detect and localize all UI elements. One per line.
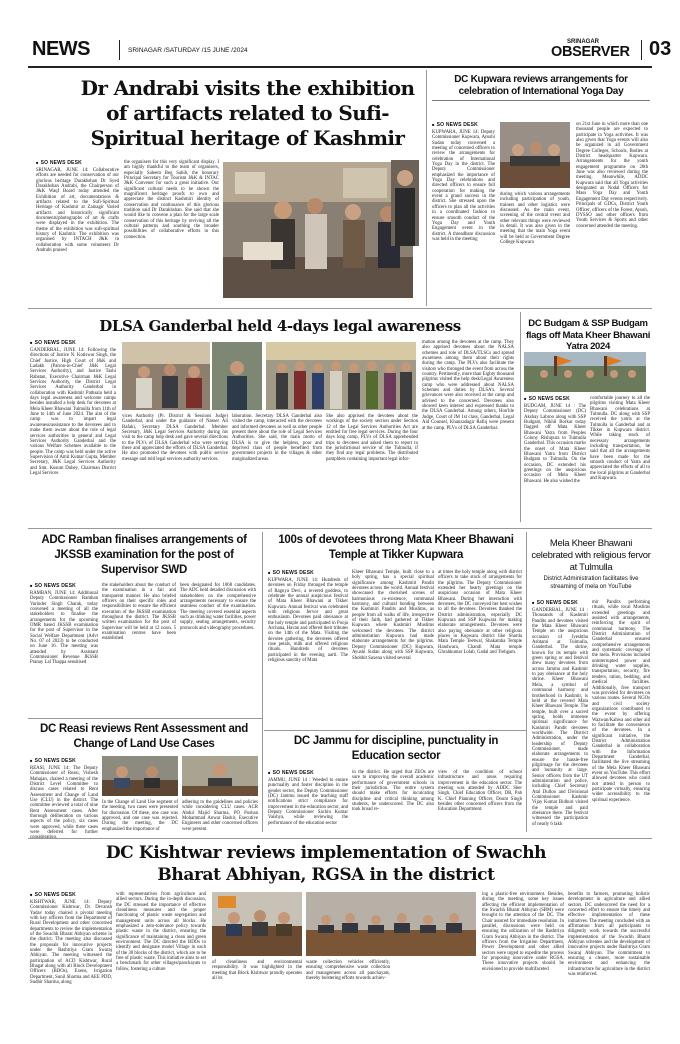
article-mela-col1: GANDERBAL, JUNE 14 : Thousands of Kashmiri Pandits and devotees visited the Mata Kheer Bhawani Temple on the auspicious occasion of Jyeshtha Ashtami at Tulmulla, Ganderbal. The shrine, known for its temple with green spring or and festival drew many devotees from across Jammu and Kashmir to pay obeisance at the holy shrine. Kheer Bhawani Mela, a symbol of communal harmony and brotherhood in Kashmir, is held at the revered Mata Kheer Bhawani Temple. The temple, built over a sacred spring, holds immense spiritual significance for Kashmiri Pandit devotees worldwide. The District Administration, under the leadership of Deputy Commissioner, made elaborate arrangements to ensure the hassle-free pilgrimage for the devotees and humanity at large. Senior officers from the UT administration and police, including Chief Secretary Atal Dulloo and Divisional Commissioner Kashmir Vijay Kumar Bidhuri visited the temple and paid obeisance there. The festival witnessed the participation of nearly 6 lakh	[532, 608, 588, 827]
photo-dlsa-camp-2	[212, 342, 262, 410]
article-tikker-col3: at times the holy temple along with district officers to take stock of arrangements for the pilgrims. The Deputy Commissioner extended her hearty greetings on the auspicious occasion of Mata Kheer Bhawani. During her interaction with devotees, the DC conveyed her best wishes to all the devotees. Devotees thanked the District administration, especially DC Kupwara and SSP Kupwara for making elaborate arrangements. Devotees were also paying obeisance at other religious places in Kupwara district like Sharda Mata Temple Teetwal, Shakamba Temple Handwara, Chandi Mata temple Ghrahkumar Lolab, Gadal and Trehgam.	[438, 570, 522, 656]
article-reasi-col3: adhering to the guidelines and policies while considering CLU cases. ACR Abdul Majid Sharma, PO Poshan Mohammad Anwar Bashir, Executive Engineers and other concerned officers were present.	[182, 800, 258, 832]
byline-reasi: ■ SO NEWS DESK	[30, 758, 76, 764]
headline-kupwara-yoga: DC Kupwara reviews arrangements for celebration of International Yoga Day	[454, 74, 628, 97]
byline-ramban: ■ SO NEWS DESK	[30, 583, 76, 589]
photo-andrabi-portrait	[391, 160, 419, 246]
article-dlsa-col2: vices Authority (Pr. District & Sessions Judge) Ganderbal, and under the guidance of Nasser Ali Bafaki, Secretary DLSA Ganderbal. Member Secretary, J&K Legal Services Authority during his visit to the camp help desk and gave several directions to the PLVs of DLSA Ganderbal who were serving there and appreciated the efforts of DLSA Ganderbal. He also promoted the devotees with public service message and told legal services authority services.	[122, 414, 228, 462]
subhead-mela: District Administration facilitates live streaming of mela on YouTube	[543, 576, 639, 590]
article-dlsa-col5: mation among the devotees at the camp. They also apprised devotees about the NALSA schemes and role of DLSA/TLSCs and spread awareness among them about their rights during the camp. The PLVs also facilitate the visitors who thronged the event from across the country. Pertinently, more than Eighty thousand pilgrims visited the help desk/Legal Awareness camp who were addressed about NALSA Schemes and duties by DLSA's. Several grievances were also received at the camp and advised to the concerned. Devotees also showed keen interest and expressed thanks to the DLSA Ganderbal. Among others, Hon'ble Judge, Court of JM 1st class, Ganderbal, Legal Aid Counsel, Khanzadagir Rafiq were present at the camp. PLVs of DLSA Ganderbal.	[422, 340, 514, 431]
article-mela-col2: mir Pandits performing rituals, while local Muslims extended greetings and assisted with arrangements, reinforcing the spirit of communal harmony. The District Administration of Ganderbal ensured comprehensive arrangements and systematic coverage of the mela. Provisions included uninterrupted power and drinking water supplies, transportation, security, fire tenders, ration, bedding, and medical facilities. Additionally, free transport was provided for devotees on various routes. Several NGOs and civil society organizations contributed to the event by offering Wazwan/Kahwa and other aid to facilitate the convenience of the devotees. In a significant initiative, the District Administration Ganderbal in collaboration with the Information Department Ganderbal, facilitated the live streaming of the Mela Kheer Bhawani event on YouTube. This effort allowed devotees who could not attend in person to participate virtually, ensuring wider accessibility to the spiritual experience.	[592, 600, 650, 803]
divider-4	[264, 730, 526, 731]
article-reasi-col2: In the Change of Land Use segment of the meeting, two cases were presented for discussion. Of these, one case was approved, and one case was rejected. During the meeting, the DC emphasized the importance of	[102, 800, 178, 832]
divider-1	[28, 308, 652, 309]
headline-jammu: DC Jammu for discipline, punctuality in Education sector	[293, 735, 499, 762]
byline-kupwara-yoga: ■ SO NEWS DESK	[432, 122, 478, 128]
column-rule-lower-2	[526, 532, 527, 832]
byline-jammu: ■ SO NEWS DESK	[268, 770, 314, 776]
article-tikker-col1: KUPWARA, JUNE 14: Hundreds of devotees on Friday thronged the temple of Ragnya Devi, a revered goddess, to celebrate the annual auspicious festival of Mata Kheer Bhawani at Tikker Kupwara. Annual festival was celebrated with religious fervor and great enthusiasm. Devotees paid obeisance at the holy temple and participated in Pooja Archana, Havan and offered their tributes on the 14th of the Mata. Visiting the devotee gathering, the devotees offered rose petals, milk and offered religious rituals. Hundreds of devotees participated in the evening aarti. The religious sanctity of Mata	[268, 578, 348, 664]
photo-dlsa-camp-3	[266, 342, 416, 410]
section-divider	[119, 40, 120, 60]
article-budgam-col2: comfortable journey to all the pilgrims visiting Mata Kheer Bhawani celebrations at Tulmulla. DC along with SSP received the yatris at the Tulmulla in Ganderbal and at Tikker in Kupwara district. While taking stock of necessary arrangements including transportation, he said that all the arrangements have been made for the smooth conduct of Yatra and appreciated the efforts of all to the local pilgrims at Ganderbal and Kupwara.	[590, 396, 650, 482]
photo-reasi-official	[182, 756, 258, 796]
article-tikker-col2: Kheer Bhawani Temple, built close to a holy spring, has a special spiritual significance among Kashmiri Pandit devotees across the world. Annual festival showcased the cherished scenes of harmonious co-existence, communal harmony, and cultural bonding between the Kashmiri Pandits and Muslims, as people from all walks of life, irrespective of their faith, had gathered at Tikker Kupwara where Kashmiri Muslims welcomed the devotees. The district administration Kupwara had made elaborate arrangements for the pilgrims. Deputy Commissioner (DC) Kupwara, Ayushi Sudan along with SSP Kupwara, Shobhit Saxena visited several	[352, 570, 434, 661]
article-ramban-col2: the stakeholders about the conduct of the examination in a fair and transparent manner. He also briefed officers on their specific roles and responsibilities to ensure the efficient execution of the JKSSB examination throughout the district. The JKSSB written examination for the post of Supervisor will be held at 12 noon. 5 examination centres have been established	[102, 583, 176, 642]
dateline: SRINAGAR /SATURDAY /15 JUNE /2024	[128, 47, 248, 54]
brand-divider	[641, 40, 642, 60]
byline-tikker: ■ SO NEWS DESK	[268, 570, 314, 576]
article-reasi-col1: REASI, JUNE 14: The Deputy Commissioner of Reasi, Vishesh Mahajan, chaired a meeting of the District Level Committee to discuss cases related to Rent Assessment and Change of Land Use (CLU) in the district. The committee reviewed a total of nine Rent Assessment cases. After thorough deliberation on various aspects of the policy, six cases were approved, while three cases were deferred for further	[30, 766, 98, 836]
article-ramban-col1: RAMBAN, JUNE 14: Additional Deputy Commissioner Ramban Varinder Singh Charak, today convened a meeting of all the stakeholders to finalise the arrangements for the upcoming OMR based JKSSB examination for the post of Supervisor in the Social Welfare Department (Advt No. 07 of 2023) to be conducted on June 16. The meeting was attended by Assistant Commissioner Revenue JKSSB Pranay Lal Thappa sensitised	[30, 591, 98, 666]
masthead-rule	[28, 66, 652, 68]
headline-kishtwar: DC Kishtwar reviews implementation of Swachh Bharat Abhiyan, RGSA in the district	[105, 843, 547, 885]
article-andrabi-col2: the organisers for this very significant display. I am highly thankful to the team of organisers, especially Saleem Beg Sahib, the honorary Principal Secretary for Tourism J&K & INTAC J&K Convener for such a great initiative. Our significant cultural needs to be shown the magnificent heritage proofs to own and appreciate the distinct Kashmiri identity of conservation and continuance of this glorious tradition said Dr Darakhshan. She said that she would like to convene a plan for the large scale conservation of this heritage by reviving all the cultural patterns and soothing the broader possibilities of collaborative efforts in this connection.	[124, 160, 219, 240]
column-rule-top	[426, 70, 427, 306]
masthead	[28, 36, 672, 64]
article-jammu-col1: JAMMU, JUNE 14 : Weeded to ensure punctuality and foster discipline in the gender sector, the Deputy Commissioner (DC) Jammu issued the teaching staff notifications strict compliance for improvement in the education sector, and Deputy Commissioner Sachin Kumar Vaishya, while reviewing the performance of the education sector	[268, 778, 348, 826]
column-rule-mid	[520, 312, 521, 522]
article-kishtwar-col5b: ing a plastic-free environment. Besides, during the meeting, some key issues affecting the efficient implementation of the Swachh Bharat Abhiyan (SBM) were brought to the attention of the DC. The Chair assured for immediate resolution. In parallel, discussions were held on ensuring the utilization of the Rashtriya Gram Swaraj Abhiyan in the district. The officers from the Irrigation Department, Power Development and other allied sectors were urged to expedite the process for proposing innovative under RGSA. These innovative projects should be envisioned to provide multifaceted	[482, 892, 564, 972]
article-dlsa-col3: laboration. Secretary DLSA Ganderbal also visited the camp, interacted with the devotees and informed devotees as well as other people present there about the role of Legal Services Authorities. She said, the main motto of DLSA is to give the helpless, poor and deprived class of people benefited from government projects in the villages & other marginalized areas.	[232, 414, 322, 462]
article-kishtwar-col6: benefits to farmers, promoting holistic development in agriculture and allied sectors. DC underscored the need for a concerted effort to ensure the timely and effective implementation of these initiatives. The meeting concluded with an affirmation from all participants to diligently work towards the successful implementation of the Swachh Bharat Abhiyan schemes and the development of innovative projects under Rashtriya Gram Swaraj Abhiyan. The commitment to ensuring a cleaner, more sustainable environment and enhancing the infrastructure for agriculture in the district was reinforced.	[568, 892, 650, 978]
rule-kupwara-yoga	[432, 100, 650, 101]
article-kupwara-yoga-col3: on 21st June in which more than one thousand people are expected to participate in Yoga activities. It was also given that Yoga events will also be organized in all Government Degree Colleges, Schools, Bodies at District headquarter Kupwara. Arrangements for the youth engagement programme on 20th June was also reviewed during the meeting. Meanwhile, ADDC Kupwara said that all Yoga activities designated as Nodal Officers for Mass Yoga Day and Youth Engagement Day events respectively. Principals of GDCs, District Youth Officer, officers of the Forest, Ayush, DYSSO and other officers from Youth Services & Sports and other concerned attended the meeting.	[576, 122, 648, 229]
brand-city: SRINAGAR	[567, 39, 600, 45]
headline-andrabi: Dr Andrabi visits the exhibition of artifacts related to Sufi-Spiritual heritage of Kashmir	[80, 76, 415, 150]
photo-kishtwar-meeting-2	[306, 892, 476, 956]
article-kupwara-yoga-col2: during which various arrangements including participation of youth, trainers and other logistics were discussed. As the main event, screening of the central event and other relevant things were reviewed in detail. It was also given in the meeting that the main Yoga event will be held at Government Degree College Kupwara	[500, 192, 570, 246]
headline-tikker: 100s of devotees throng Mata Kheer Bhawani Temple at Tikker Kupwara	[278, 534, 514, 561]
byline-mela: ■ SO NEWS DESK	[532, 600, 578, 606]
article-dlsa-col4: She also apprised the devotees about the workings of the society section under Section 12 of the Legal Services Authorities Act are entitled for free legal services. During the four days long camp, PLVs of DLSA apprehended trips to devotees and asked them to report to the jurisdictional service of the Tulmulla, if they find any legal problems. The distributed pamphlets containing important legal infor-	[326, 414, 418, 462]
headline-dlsa: DLSA Ganderbal held 4-days legal awareness	[99, 317, 461, 335]
photo-dlsa-camp-1	[122, 342, 210, 410]
page-number: 03	[649, 38, 672, 60]
byline-andrabi: ■ SO NEWS DESK	[36, 160, 82, 166]
byline-kishtwar: ■ SO NEWS DESK	[30, 892, 76, 898]
photo-andrabi-exhibition	[223, 162, 413, 298]
divider-2	[28, 528, 652, 529]
article-kupwara-yoga-col1: KUPWARA, JUNE 14: Deputy Commissioner Kupwara, Ayushi Sudan today convened a meeting of concerned officers to review the arrangements for celebration of International Yoga Day in the district. The Deputy Commissioner emphasized the importance of Yoga Day celebrations and directed officers to ensure full cooperation for making the event a grand success in the district. She stressed upon the officers to plan all the activities in a coordinated fashion to ensure smooth conduct of the Yoga Day and Youth Engagement event in the district. A threadbare discussion was held in the meeting	[432, 130, 495, 242]
headline-reasi: DC Reasi reviews Rent Assessment and Change of Land Use Cases	[39, 723, 248, 750]
divider-5	[28, 838, 652, 839]
byline-budgam: ■ SO NEWS DESK	[524, 396, 570, 402]
article-jammu-col3: view of the condition of school infrastructure and areas requiring improvement in the education sector. The meeting was attended by ADDC Sher Singh, Chief Education Officer, DR, Pab K. Chief Planning Officer, Doum Singh besides other concerned officers from the Education Department.	[438, 770, 522, 813]
headline-ramban: ADC Ramban finalises arrangements of JKSSB examination for the post of Supervisor SWD	[41, 534, 247, 576]
article-kishtwar-col1: KISHTWAR, JUNE 14: Deputy Commissioner Kishtwar, Dr. Devansh Yadav today chaired a pivotal meeting with key officers from the Department of Rural Development and other concerned departments to review the implementation of the Swachh Bharat Abhiyan scheme in the district. The meeting also discussed the proposals for innovative projects under the Rashtriya Gram Swaraj Abhiyan. The meeting witnessed the participation of ACD Kishtwar, Rural Bhagat along with all Block Development Officers (BDOs), Exens, Irrigation Department, Sunil Sharma and AEE PDD, Sudhir Sharma, along	[30, 900, 112, 986]
column-rule-lower-1	[262, 532, 263, 832]
article-ramban-col3: been designated for 1068 candidates. The ADC held detailed discussion with stakeholders on the comprehensive arrangements necessary to ensure the seamless conduct of the examination. The meeting covered essential aspects such as drinking water facilities, power supply, seating arrangements, security protocols and videography procedures.	[180, 583, 256, 631]
headline-mela: Mela Kheer Bhawani celebrated with religious fervor at Tulmulla	[531, 538, 651, 573]
article-jammu-col2: in the district. He urged that ZEOs are sure to improving the overall academic performance of government schools in their jurisdiction. The entire system should make efforts for inculcating discipline and critical thinking among students, he underscored. The DC also took broad re-	[352, 770, 434, 813]
divider-3	[28, 718, 262, 719]
brand-logo: OBSERVER	[551, 44, 630, 60]
article-andrabi-col1: SRINAGAR, JUNE 14: Collaborative efforts are needed for conservation of our glorious heritage Darakhshan Dr Syed Darakhshan Andrabi, the Chairperson of J&K Waqf Board today attended the Exhibition of art, documentations & artifacts related to the Sufi-Spiritual Heritage of Kashmir at Zainagir Varied artifacts and historically significant documents/photographs of art & crafts were displayed in the exhibition. The theme of the exhibition was sufi-spiritual history of Kashmir. The exhibition was organised by INTACH J&K in collaboration with some volunteers Dr Andrabi praised	[36, 168, 119, 254]
article-kishtwar-col3: of cleanliness and environmental responsibility. It was highlighted in the meeting that Block Kishtwar proudly operates all its	[212, 960, 302, 982]
photo-kishtwar-meeting-1	[212, 892, 302, 956]
article-kishtwar-col2: with representatives from agriculture and allied sectors. During the in-depth discussion, the DC stressed the importance of effective cleanliness measures and the proper functioning of plastic waste segregation and management units across all blocks. He emphasized a zero-tolerance policy towards plastic waste in the district, ensuring the significance of maintaining a clean and green environment. The DC directed the BDOs to identify and designate model Village in each of the 30 blocks of the district, which are to be free of plastic waste. This initiative aims to set a benchmark for other villages/panchayats to follow, fostering a culture	[116, 892, 206, 972]
headline-budgam: DC Budgam & SSP Budgam flags off Mata Kheer Bhawani Yatra 2024	[525, 318, 651, 352]
section-label: NEWS	[32, 38, 90, 60]
photo-budgam-flagoff	[524, 352, 646, 392]
photo-kupwara-meeting	[500, 122, 570, 188]
photo-reasi-meeting	[102, 756, 178, 796]
article-budgam-col1: BUDGAM, JUNE 14 : The Deputy Commissioner (DC) Akshay Labroo along with SSP Budgam, Nikhil Borkar today flagged off Mata Kheer Bhawani Yatra from Peoples Colony Rishipura to Tulmulla Ganderbal. This occasion marks the onset of Mata Kheer Bhawani Yatra from District Budgam to Tulmulla. On the occasion, DC extended his greetings on the auspicious occasion of Mela Kheer Bhawani. He also wished the	[524, 404, 586, 484]
article-kishtwar-col4: waste collection vehicles efficiently, ensuring comprehensive waste collection and management across all panchayats, thereby bolstering efforts towards achiev-	[306, 960, 390, 982]
byline-dlsa: ■ SO NEWS DESK	[30, 340, 76, 346]
article-dlsa-col1: GANDERBAL, JUNE 14: Following the directions of Justice N. Kotiswar Singh, the Chief Justice, High Court of J&K and Ladakh (Patron-in-Chief J&K Legal Services Authority), and Justice Tashi Rabstan, Executive Chairman J&K Legal Services Authority, the District Legal Services Authority Ganderbal in collaboration with Kashmir Pathsala held a days legal awareness and welcome camps besides installed a help desk for devotees at Mela Kheer Bhawani Tulmulla from 11th of June to 14th of June 2024. The aim of the camp was to impart legal awareness/assistance to the devotees and to make them aware about the role of legal services authorities in general and Legal Services Authority Ganderbal and the various Welfare Schemes available to the people. The camp was held under the active Supervision of Amit Kumar Gupta, Member Secretary, J&K Legal Services Authority and Smt. Kusum Dubey, Chairman District Legal Services	[30, 348, 116, 476]
